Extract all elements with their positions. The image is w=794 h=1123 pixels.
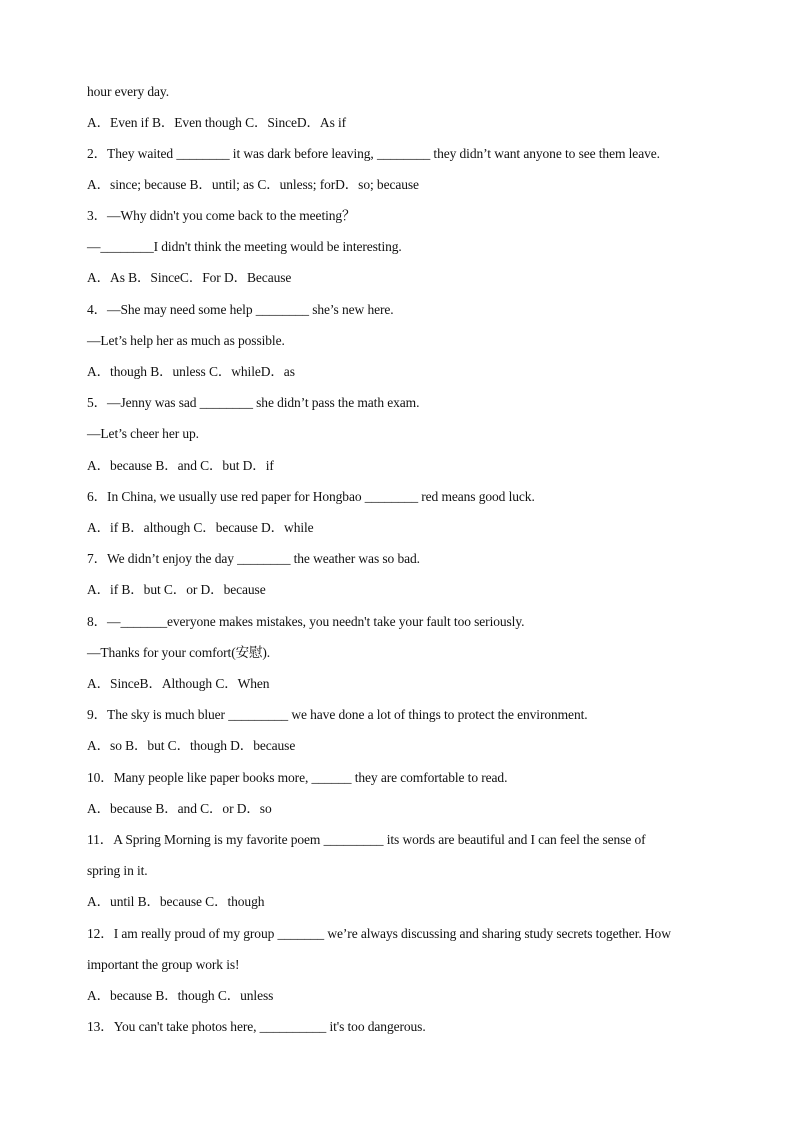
text-line: A．since; because B．until; as C．unless; forD．so; because <box>87 177 419 192</box>
text-line: 9．The sky is much bluer _________ we have done a lot of things to protect the environment. <box>87 707 588 722</box>
text-line: important the group work is! <box>87 957 240 972</box>
text-line: —Let’s cheer her up. <box>87 426 199 441</box>
text-line: —Thanks for your comfort(安慰). <box>87 645 271 660</box>
text-line: 8．—_______everyone makes mistakes, you needn't take your fault too seriously. <box>87 614 525 629</box>
text-line: 3．—Why didn't you come back to the meeting？ <box>87 208 356 223</box>
text-line: A．so B．but C．though D．because <box>87 738 296 753</box>
text-line: 7．We didn’t enjoy the day ________ the weather was so bad. <box>87 551 420 566</box>
text-line: A．SinceB．Although C．When <box>87 676 270 691</box>
text-line: spring in it. <box>87 863 148 878</box>
text-line: —________I didn't think the meeting would be interesting. <box>87 239 402 254</box>
text-line: A．Even if B．Even though C．SinceD．As if <box>87 115 347 130</box>
text-line: 6．In China, we usually use red paper for Hongbao ________ red means good luck. <box>87 489 535 504</box>
text-line: A．As B．SinceC．For D．Because <box>87 270 292 285</box>
text-line: A．if B．although C．because D．while <box>87 520 314 535</box>
text-line: A．if B．but C．or D．because <box>87 582 266 597</box>
text-line: 12．I am really proud of my group _______ we’re always discussing and sharing study secrets together. How <box>87 926 671 941</box>
text-line: A．until B．because C．though <box>87 894 265 909</box>
text-line: 5．—Jenny was sad ________ she didn’t pass the math exam. <box>87 395 420 410</box>
text-line: hour every day. <box>87 84 169 99</box>
text-line: 11．A Spring Morning is my favorite poem _________ its words are beautiful and I can feel the sense of <box>87 832 646 847</box>
text-line: A．because B．though C．unless <box>87 988 274 1003</box>
text-line: 4．—She may need some help ________ she’s new here. <box>87 302 394 317</box>
text-line: 13．You can't take photos here, __________ it's too dangerous. <box>87 1019 426 1034</box>
text-line: 10．Many people like paper books more, ______ they are comfortable to read. <box>87 770 508 785</box>
text-line: 2．They waited ________ it was dark before leaving, ________ they didn’t want anyone to see them leave. <box>87 146 660 161</box>
text-line: A．though B．unless C．whileD．as <box>87 364 295 379</box>
text-line: —Let’s help her as much as possible. <box>87 333 285 348</box>
text-line: A．because B．and C．but D．if <box>87 458 274 473</box>
text-line: A．because B．and C．or D．so <box>87 801 272 816</box>
